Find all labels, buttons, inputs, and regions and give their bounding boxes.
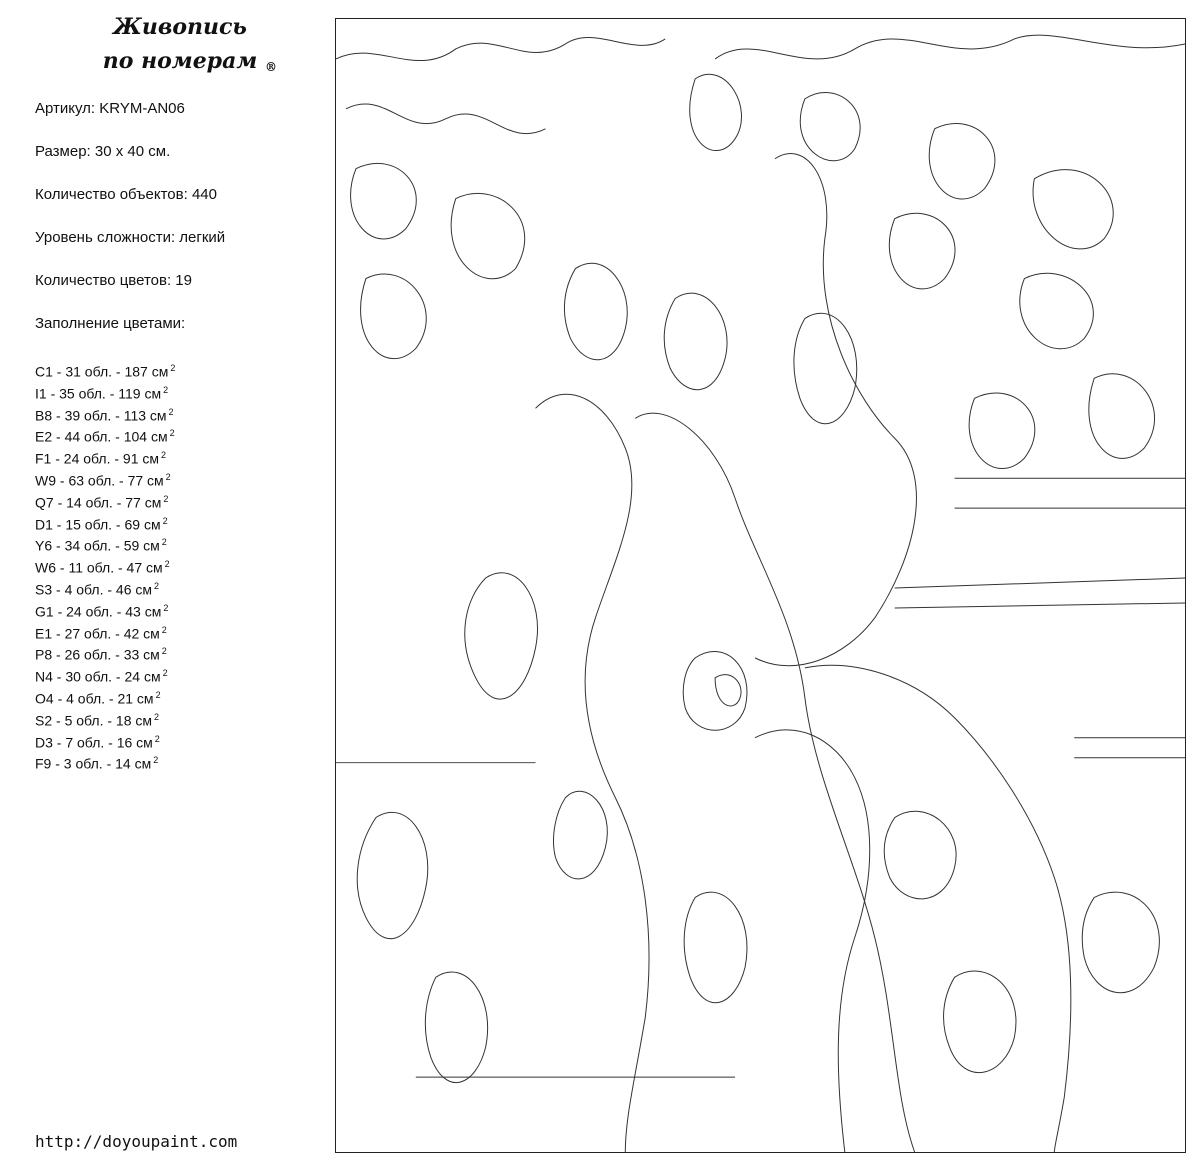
legend-item: E2 - 44 обл. - 104 см $^2$ — [35, 428, 175, 446]
legend-item: S3 - 4 обл. - 46 см $^2$ — [35, 580, 160, 598]
website-url: http://doyoupaint.com — [35, 1132, 238, 1151]
legend-item: Y6 - 34 обл. - 59 см $^2$ — [35, 537, 167, 555]
legend-item: N4 - 30 обл. - 24 см $^2$ — [35, 668, 168, 685]
legend-item: F1 - 24 обл. - 91 см $^2$ — [35, 450, 167, 467]
registered-mark: ® — [265, 60, 277, 74]
legend-item: G1 - 24 обл. - 43 см $^2$ — [35, 602, 169, 620]
legend-item: E1 - 27 обл. - 42 см $^2$ — [35, 624, 167, 642]
outline-picture — [335, 18, 1186, 1153]
legend-item: D3 - 7 обл. - 16 см $^2$ — [35, 733, 160, 751]
legend-item: F9 - 3 обл. - 14 см $^2$ — [35, 755, 159, 772]
legend-item: B8 - 39 обл. - 113 см $^2$ — [35, 406, 174, 424]
legend-item: W6 - 11 обл. - 47 см $^2$ — [35, 559, 170, 576]
legend-item: P8 - 26 обл. - 33 см $^2$ — [35, 646, 167, 664]
legend-item: C1 - 31 обл. - 187 см $^2$ — [35, 363, 176, 380]
difficulty-text: Уровень сложности: легкий — [35, 229, 226, 246]
outline-drawing — [336, 19, 1185, 1152]
article-text: Артикул: KRYM-AN06 — [35, 100, 185, 117]
fill-heading: Заполнение цветами: — [35, 315, 186, 332]
legend-item: I1 - 35 обл. - 119 см $^2$ — [35, 384, 169, 402]
legend-item: Q7 - 14 обл. - 77 см $^2$ — [35, 493, 169, 511]
objects-count-text: Количество объектов: 440 — [35, 186, 217, 203]
color-legend — [35, 358, 175, 772]
size-text: Размер: 30 х 40 см. — [35, 143, 171, 160]
legend-item: S2 - 5 обл. - 18 см $^2$ — [35, 711, 160, 729]
legend-item: D1 - 15 обл. - 69 см $^2$ — [35, 515, 168, 533]
brand-title — [60, 10, 300, 78]
title-line-1: Живопись — [113, 14, 247, 40]
legend-item: O4 - 4 обл. - 21 см $^2$ — [35, 689, 161, 707]
colors-count-text: Количество цветов: 19 — [35, 272, 192, 289]
product-info — [35, 98, 325, 356]
legend-item: W9 - 63 обл. - 77 см $^2$ — [35, 471, 171, 489]
title-line-2: по номерам — [102, 48, 258, 74]
